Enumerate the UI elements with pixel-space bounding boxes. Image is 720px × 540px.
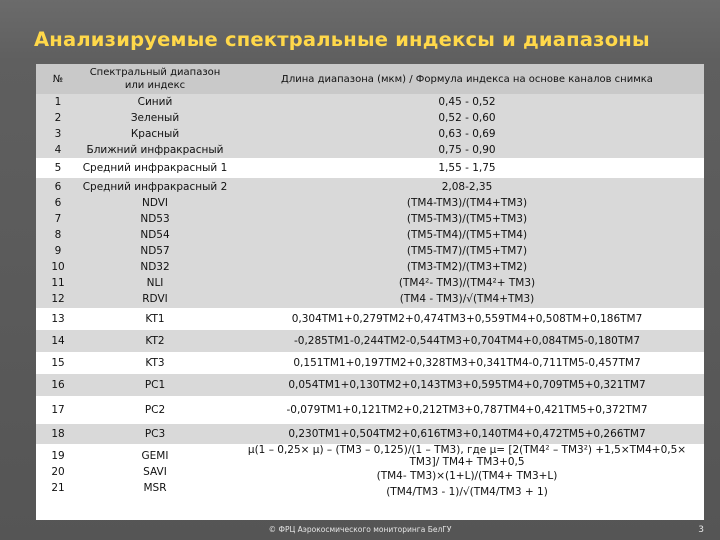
- row-number-cell: 5: [36, 158, 80, 178]
- indices-table-wrapper: [36, 64, 704, 520]
- row-value-cell: 1,55 - 1,75: [230, 158, 704, 178]
- row-name: Ближний инфракрасный: [86, 144, 224, 156]
- row-number: 4: [54, 144, 62, 156]
- row-value: (TM4/TM3 - 1)/√(TM4/TM3 + 1): [386, 486, 548, 498]
- row-name: Средний инфракрасный 2: [82, 181, 228, 193]
- row-number: 19: [51, 450, 65, 462]
- row-name-cell: KT3: [80, 352, 230, 374]
- row-number-cell: 18: [36, 424, 80, 444]
- table-row: [36, 94, 704, 158]
- row-name-cell: PC2: [80, 396, 230, 424]
- row-name-cell: KT1: [80, 308, 230, 330]
- row-number: 6: [54, 197, 62, 209]
- row-name-cell: [80, 178, 230, 308]
- table-body: [36, 94, 704, 500]
- row-name: ND57: [140, 245, 170, 257]
- row-value-cell: 0,151TM1+0,197TM2+0,328TM3+0,341TM4-0,711TM5-0,457TM7: [230, 352, 704, 374]
- row-value-cell: [230, 94, 704, 158]
- slide-title: Анализируемые спектральные индексы и диапазоны: [34, 28, 650, 51]
- table-row: [36, 424, 704, 444]
- row-number: 12: [51, 293, 65, 305]
- row-value-cell: -0,285TM1-0,244TM2-0,544TM3+0,704TM4+0,084TM5-0,180TM7: [230, 330, 704, 352]
- indices-table: [36, 64, 704, 500]
- header-num: №: [36, 64, 80, 94]
- row-number: 20: [51, 466, 65, 478]
- row-number: 3: [54, 128, 62, 140]
- row-name: MSR: [143, 482, 167, 494]
- header-name: Спектральный диапазон или индекс: [80, 64, 230, 94]
- row-name: RDVI: [142, 293, 168, 305]
- row-name-cell: [80, 94, 230, 158]
- row-name-cell: Средний инфракрасный 1: [80, 158, 230, 178]
- row-value: (TM4 - TM3)/√(TM4+TM3): [399, 293, 535, 305]
- row-number-cell: 17: [36, 396, 80, 424]
- row-name: NDVI: [141, 197, 169, 209]
- row-value-cell: [230, 178, 704, 308]
- row-name: Красный: [130, 128, 180, 140]
- row-value: 2,08-2,35: [441, 181, 493, 193]
- row-number: 2: [54, 112, 62, 124]
- row-number-cell: [36, 178, 80, 308]
- row-name: SAVI: [143, 466, 167, 478]
- table-row: [36, 396, 704, 424]
- row-name-cell: [80, 444, 230, 500]
- table-row: [36, 178, 704, 308]
- table-row: [36, 374, 704, 396]
- row-value-cell: -0,079TM1+0,121TM2+0,212TM3+0,787TM4+0,421TM5+0,372TM7: [230, 396, 704, 424]
- table-row: [36, 308, 704, 330]
- footer-credit: © ФРЦ Аэрокосмического мониторинга БелГУ: [268, 525, 452, 534]
- table-row: [36, 158, 704, 178]
- row-name: GEMI: [141, 450, 169, 462]
- table-row: [36, 352, 704, 374]
- row-number-cell: 14: [36, 330, 80, 352]
- table-row: [36, 330, 704, 352]
- row-value: (TM4-TM3)/(TM4+TM3): [406, 197, 528, 209]
- row-number: 1: [54, 96, 62, 108]
- table-row: [36, 444, 704, 500]
- row-number-cell: [36, 444, 80, 500]
- row-name: ND54: [140, 229, 170, 241]
- row-number-cell: [36, 94, 80, 158]
- row-value-cell: [230, 444, 704, 500]
- row-number-cell: 16: [36, 374, 80, 396]
- row-name: ND32: [140, 261, 170, 273]
- row-value: 0,52 - 0,60: [438, 112, 496, 124]
- row-number: 10: [51, 261, 65, 273]
- row-value: μ(1 – 0,25× μ) – (TM3 – 0,125)/(1 – TM3), где μ= [2(TM4² – TM3²) +1,5×TM4+0,5× TM3]/ TM4+ TM3+0,5: [247, 444, 687, 468]
- header-value: Длина диапазона (мкм) / Формула индекса на основе каналов снимка: [230, 64, 704, 94]
- row-number: 11: [51, 277, 65, 289]
- row-value-cell: 0,230TM1+0,504TM2+0,616TM3+0,140TM4+0,472TM5+0,266TM7: [230, 424, 704, 444]
- row-value: 0,63 - 0,69: [438, 128, 496, 140]
- row-value: (TM5-TM3)/(TM5+TM3): [406, 213, 528, 225]
- row-name-cell: KT2: [80, 330, 230, 352]
- row-name-cell: PC1: [80, 374, 230, 396]
- row-number: 21: [51, 482, 65, 494]
- row-number: 8: [54, 229, 62, 241]
- row-number-cell: 13: [36, 308, 80, 330]
- page-number: 3: [698, 525, 704, 535]
- row-value-cell: 0,054TM1+0,130TM2+0,143TM3+0,595TM4+0,709TM5+0,321TM7: [230, 374, 704, 396]
- row-number-cell: 15: [36, 352, 80, 374]
- row-name: Зеленый: [130, 112, 180, 124]
- table-header-row: [36, 64, 704, 94]
- row-value: 0,75 - 0,90: [438, 144, 496, 156]
- row-number: 9: [54, 245, 62, 257]
- row-value: (TM4²- TM3)/(TM4²+ TM3): [398, 277, 536, 289]
- row-number: 7: [54, 213, 62, 225]
- row-name-cell: PC3: [80, 424, 230, 444]
- row-value: (TM3-TM2)/(TM3+TM2): [406, 261, 528, 273]
- row-value-cell: 0,304TM1+0,279TM2+0,474TM3+0,559TM4+0,508TM+0,186TM7: [230, 308, 704, 330]
- row-value: (TM4- TM3)×(1+L)/(TM4+ TM3+L): [376, 470, 558, 482]
- row-name: ND53: [140, 213, 170, 225]
- row-number: 6: [54, 181, 62, 193]
- row-value: (TM5-TM7)/(TM5+TM7): [406, 245, 528, 257]
- row-value: 0,45 - 0,52: [438, 96, 496, 108]
- row-name: NLI: [146, 277, 164, 289]
- row-name: Синий: [137, 96, 173, 108]
- row-value: (TM5-TM4)/(TM5+TM4): [406, 229, 528, 241]
